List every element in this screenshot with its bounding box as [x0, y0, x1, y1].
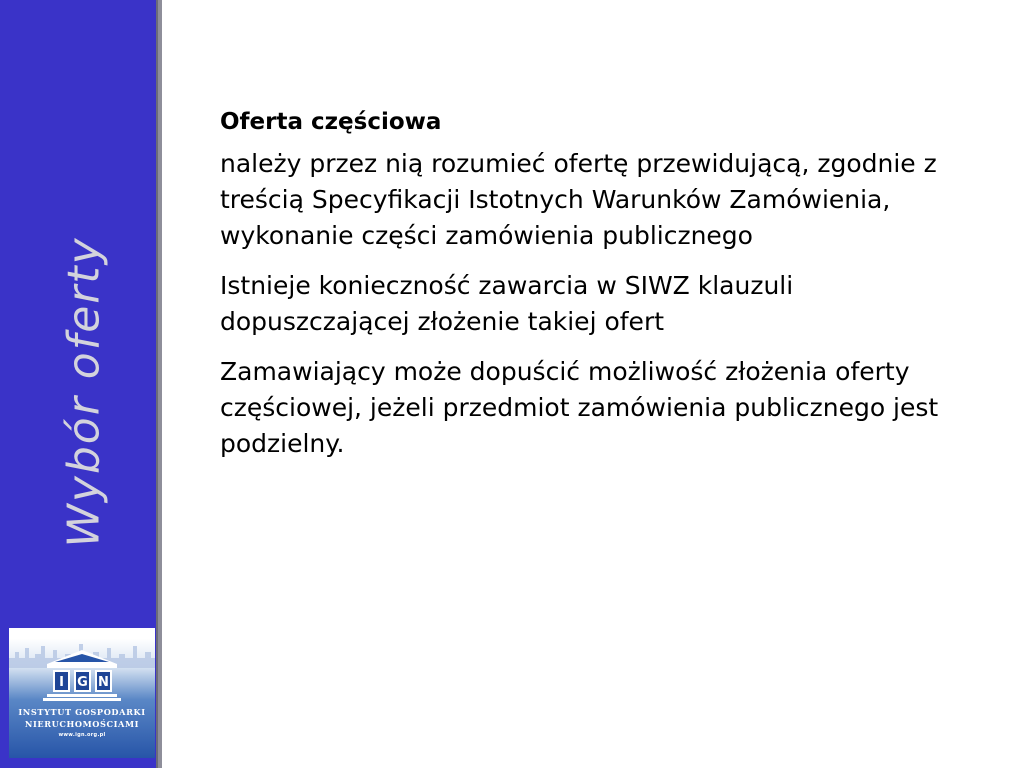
logo-text-line2: NIERUCHOMOŚCIAMI [24, 719, 140, 729]
sidebar [0, 0, 162, 768]
content-heading: Oferta częściowa [220, 109, 442, 135]
vertical-title: Wybór oferty [58, 236, 110, 548]
content-paragraph-2: Istnieje konieczność zawarcia w SIWZ klauzuli dopuszczającej złożenie takiej ofert [220, 271, 794, 336]
logo-letter-i: I [59, 675, 64, 690]
content-paragraph-1: należy przez nią rozumieć ofertę przewidującą, zgodnie z treścią Specyfikacji Istotnych Warunków Zamówienia, wykonanie części zamówienia publicznego [220, 149, 937, 250]
ign-building-logo-icon [9, 628, 155, 758]
content-paragraph-3: Zamawiający może dopuścić możliwość złożenia oferty częściowej, jeżeli przedmiot zamówienia publicznego jest podzielny. [220, 357, 939, 458]
ign-logo [9, 628, 155, 758]
logo-text-line1: INSTYTUT GOSPODARKI [18, 707, 146, 717]
logo-letter-g: G [77, 675, 88, 690]
content-area [220, 104, 990, 476]
logo-url: www.ign.org.pl [58, 732, 106, 738]
logo-letter-n: N [98, 675, 109, 690]
